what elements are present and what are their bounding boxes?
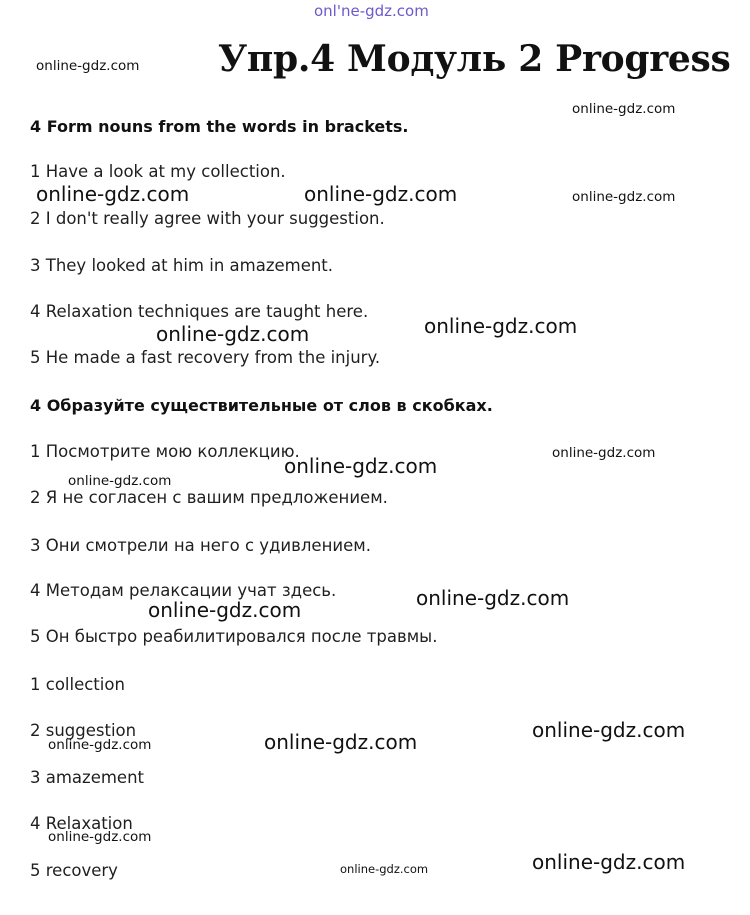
russian-sentence-1: 1 Посмотрите мою коллекцию. (30, 442, 300, 461)
watermark: online-gdz.com (48, 737, 152, 753)
russian-sentence-4: 4 Методам релаксации учат здесь. (30, 581, 337, 600)
answer-1: 1 collection (30, 675, 125, 694)
russian-sentence-2: 2 Я не согласен с вашим предложением. (30, 488, 388, 507)
watermark: online-gdz.com (572, 189, 676, 205)
answer-3: 3 amazement (30, 768, 145, 787)
watermark: online-gdz.com (68, 473, 172, 489)
answer-5: 5 recovery (30, 861, 118, 880)
watermark: online-gdz.com (552, 445, 656, 461)
watermark: online-gdz.com (36, 182, 190, 206)
english-sentence-5: 5 He made a fast recovery from the injury. (30, 348, 381, 367)
english-sentence-3: 3 They looked at him in amazement. (30, 256, 334, 275)
answer-2: 2 suggestion (30, 721, 137, 740)
watermark: online-gdz.com (532, 850, 686, 874)
page-title: Упр.4 Модуль 2 Progress (218, 38, 731, 80)
watermark: online-gdz.com (424, 314, 578, 338)
answer-4: 4 Relaxation (30, 814, 133, 833)
english-sentence-2: 2 I don't really agree with your suggestion. (30, 209, 385, 228)
watermark: online-gdz.com (36, 58, 140, 74)
watermark: online-gdz.com (304, 182, 458, 206)
watermark-top: onl'ne-gdz.com (314, 2, 429, 20)
watermark: online-gdz.com (416, 586, 570, 610)
watermark: online-gdz.com (156, 322, 310, 346)
watermark: online-gdz.com (340, 862, 429, 876)
watermark: online-gdz.com (532, 718, 686, 742)
english-sentence-4: 4 Relaxation techniques are taught here. (30, 302, 369, 321)
watermark: online-gdz.com (148, 598, 302, 622)
watermark: online-gdz.com (264, 730, 418, 754)
english-sentence-1: 1 Have a look at my collection. (30, 162, 286, 181)
english-heading: 4 Form nouns from the words in brackets. (30, 117, 409, 136)
russian-heading: 4 Образуйте существительные от слов в скобках. (30, 396, 493, 415)
watermark: online-gdz.com (284, 454, 438, 478)
russian-sentence-3: 3 Они смотрели на него с удивлением. (30, 536, 371, 555)
watermark: online-gdz.com (48, 829, 152, 845)
russian-sentence-5: 5 Он быстро реабилитировался после травмы. (30, 627, 438, 646)
watermark: online-gdz.com (572, 101, 676, 117)
